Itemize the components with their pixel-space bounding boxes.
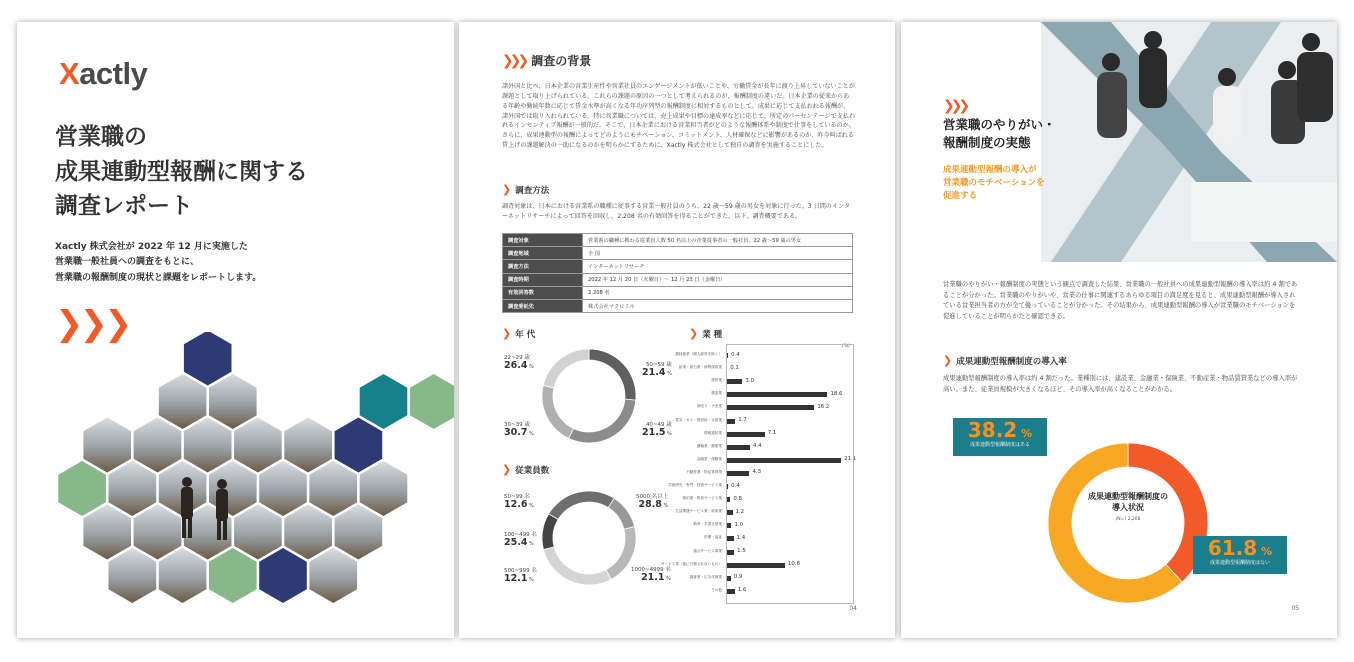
survey-table-value: 全 国	[583, 247, 853, 260]
unit-label: (%)	[842, 344, 850, 349]
photo-hexagon	[309, 548, 357, 603]
industry-value: 10.8	[787, 561, 800, 568]
industry-name: 不動産業・物品賃貸業	[686, 469, 722, 474]
donut-label-value: 30.7	[504, 427, 528, 439]
donut-label-category: 5000 名以上	[636, 494, 669, 500]
chevrons-icon: ❯❯❯	[943, 98, 967, 114]
industry-name: 電気・ガス・熱供給・水道業	[675, 417, 722, 422]
callout-value: 38.2	[967, 418, 1018, 442]
industry-value: 1.6	[737, 587, 747, 594]
donut-label-value: 21.1	[641, 572, 665, 584]
donut-slice	[542, 385, 573, 438]
industry-name: その他	[711, 587, 722, 592]
industry-name: 農林漁業（個人経営を除く）	[675, 352, 722, 356]
survey-table-value: 営業系の職種に携わる従業員人数 50 名以上の企業従事者の一般社員、22 歳～59 歳の男女	[583, 234, 853, 247]
subheading-text: 年 代	[515, 330, 536, 340]
industry-value: 18.6	[830, 390, 843, 397]
donut-label-value: 21.5	[642, 427, 666, 439]
industry-value: 1.5	[737, 548, 746, 554]
survey-table-key: 調査対象	[503, 234, 583, 247]
industry-value: 1.7	[738, 417, 747, 423]
chevron-icon: ❯❯❯	[502, 53, 526, 69]
photo-hexagon	[159, 548, 207, 603]
subheading	[502, 183, 549, 196]
donut-label: 40~49 歳 21.5 %	[642, 422, 672, 439]
donut-label: 1000~4999 名 21.1 %	[631, 567, 671, 584]
chevrons-icon: ❯❯❯	[55, 304, 129, 344]
lead-line: 営業職のモチベーションを	[943, 177, 1045, 188]
photo-hexagon	[234, 505, 282, 560]
donut-center-title	[1065, 492, 1191, 523]
donut-label-category: 40~49 歳	[645, 422, 672, 428]
donut-label: 30~39 歳 30.7 %	[504, 422, 534, 439]
industry-value: 1.2	[735, 508, 745, 515]
donut-label-value: 26.4	[504, 360, 528, 372]
photo-hexagon	[309, 461, 357, 516]
photo-hexagon	[109, 548, 157, 603]
lead-line: 成果連動型報酬の導入が	[943, 165, 1037, 175]
chevron-icon: ❯	[689, 327, 699, 340]
industry-name: 調査業・広告代理業	[689, 574, 722, 579]
lead-text	[943, 164, 1045, 202]
callout-label: 成果連動型報酬制度はある	[969, 442, 1030, 448]
donut-slice	[543, 547, 611, 585]
chevron-icon: ❯	[502, 463, 512, 476]
industry-name: 宿泊業・飲食サービス業	[682, 496, 722, 501]
photo-hexagon	[335, 505, 383, 560]
industry-value: 4.4	[753, 443, 762, 450]
title-line: 営業職のやりがい・	[943, 117, 1056, 132]
page-title	[943, 116, 1056, 152]
donut-slice	[543, 349, 589, 388]
color-hexagon	[360, 374, 408, 429]
industry-frame	[726, 344, 857, 604]
subheading-text: 調査方法	[515, 186, 550, 196]
donut-slice	[589, 349, 636, 400]
color-hexagon	[58, 461, 106, 516]
subheading	[689, 327, 722, 340]
industry-value: 0.9	[733, 574, 743, 581]
color-hexagon	[335, 418, 383, 473]
section-heading	[502, 52, 591, 69]
subheading	[502, 463, 549, 476]
photo-hexagon	[134, 505, 182, 560]
color-hexagon	[209, 548, 257, 603]
cover-page	[17, 22, 454, 638]
donut-label-category: 30~39 歳	[504, 422, 530, 428]
chevron-icon: ❯	[943, 354, 953, 367]
industry-name: 運輸業・郵便業	[696, 443, 722, 448]
donut-label-category: 100~499 名	[504, 532, 537, 538]
survey-background-page	[459, 22, 895, 638]
cover-title-line: 成果連動型報酬に関する	[55, 158, 308, 185]
center-title-line: 成果連動型報酬制度の	[1088, 492, 1168, 501]
industry-value: 3.0	[745, 377, 754, 384]
callout-yes	[953, 418, 1047, 456]
subheading	[943, 354, 1067, 367]
callout-value: 61.8	[1207, 536, 1258, 560]
industry-name: 医療・福祉	[704, 535, 722, 540]
survey-table-row	[503, 234, 853, 247]
industry-name: 学術研究・専門・技術サービス業	[668, 483, 722, 487]
photo-hexagon	[109, 461, 157, 516]
industry-value: 4.3	[752, 469, 762, 476]
cover-intro-line: 営業職の報酬制度の現状と課題をレポートします。	[55, 272, 262, 283]
chevron-icon: ❯	[502, 183, 512, 196]
industry-name: 複合サービス事業	[693, 548, 722, 553]
cover-intro	[55, 240, 261, 286]
donut-label: 50~59 歳 21.4 %	[642, 362, 672, 379]
survey-table-key: 有効回答数	[503, 286, 583, 299]
photo-hexagon	[234, 418, 282, 473]
donut-label: 50~99 名 12.6 %	[504, 494, 534, 511]
subheading-text: 成果連動型報酬制度の導入率	[956, 357, 1067, 367]
donut-slice	[549, 491, 614, 519]
survey-table-key: 調査地域	[503, 247, 583, 260]
cover-title-line: 調査レポート	[55, 193, 193, 219]
photo-hexagon	[360, 461, 408, 516]
industry-value: 1.4	[736, 534, 746, 541]
photo-hexagon	[159, 374, 207, 429]
page-number: 04	[849, 605, 857, 612]
donut-label-category: 22~29 歳	[504, 355, 530, 361]
industry-name: 建設業	[711, 378, 722, 383]
industry-value: 1.0	[734, 521, 744, 528]
heading-text: 調査の背景	[531, 54, 592, 68]
center-title-line: 導入状況	[1112, 502, 1144, 512]
logo-rest: actly	[79, 56, 148, 91]
donut-label-value: 12.6	[504, 499, 528, 511]
chevron-icon: ❯	[502, 327, 512, 340]
donut-label-category: 500~999 名	[504, 568, 537, 574]
color-hexagon	[259, 548, 307, 603]
sales-reward-page	[901, 22, 1337, 638]
age-donut-chart	[539, 346, 639, 446]
donut-label-value: 12.1	[504, 573, 528, 585]
callout-label: 成果連動型報酬制度はない	[1209, 560, 1270, 566]
industry-name: 生活関連サービス業・娯楽業	[675, 509, 722, 514]
donut-label-value: 28.8	[638, 499, 662, 511]
industry-value: 7.1	[767, 430, 777, 437]
size-donut-chart	[539, 488, 639, 588]
title-line: 報酬制度の実態	[943, 135, 1031, 151]
donut-slice	[569, 399, 636, 443]
industry-name: 卸売り・小売業	[696, 404, 722, 409]
donut-label: 500~999 名 12.1 %	[504, 568, 537, 585]
survey-table-row	[503, 260, 853, 273]
rate-paragraph: 成果連動型報酬制度の導入率は約 4 割だった。業種別には、建設業、金融業・保険業、不動産業・物品賃貸業などの導入率が高い。また、従業員規模が大きくなるほど、その導入率が高くなることがわかる。	[943, 375, 1298, 393]
photo-hexagon	[259, 461, 307, 516]
photo-hexagon	[284, 505, 332, 560]
donut-label-category: 50~59 歳	[645, 362, 672, 368]
survey-table-value: 株式会社マクロミル	[583, 299, 853, 312]
photo-hexagon	[284, 418, 332, 473]
adoption-donut-chart	[1045, 440, 1211, 606]
cover-intro-line: Xactly 株式会社が 2022 年 12 月に実施した	[55, 242, 248, 252]
industry-value: 0.4	[731, 482, 740, 489]
industry-bar-chart	[660, 350, 857, 612]
industry-value: 0.1	[730, 364, 739, 371]
cover-title	[55, 120, 308, 224]
photo-hexagon	[134, 418, 182, 473]
subheading	[502, 327, 535, 340]
percent-sign: %	[1021, 427, 1033, 440]
donut-label-category: 50~99 名	[504, 494, 530, 500]
industry-name: 情報通信業	[704, 430, 722, 435]
survey-table-key: 調査時期	[503, 273, 583, 286]
percent-sign: %	[1261, 545, 1273, 558]
survey-overview-table	[502, 233, 853, 313]
xactly-logo: Xactly	[59, 56, 148, 91]
cover-title-line: 営業職の	[55, 124, 147, 150]
color-hexagon	[410, 374, 454, 429]
color-hexagon	[184, 332, 232, 386]
industry-value: 0.8	[733, 495, 742, 502]
donut-label: 100~499 名 25.4 %	[504, 532, 537, 549]
method-paragraph: 調査対象は、日本における営業系の職種に従事する営業一般社員のうち、22 歳～59 歳の男女を対象に行った。3 日間のインターネットリサーチによって回答を回収し、2,208 名の有効回答を得ることができた。以下、調査概要である。	[502, 203, 850, 220]
cover-intro-line: 営業職一般社員への調査をもとに、	[55, 257, 200, 268]
survey-table-key: 調査委託先	[503, 299, 583, 312]
industry-name: 金融業・保険業	[696, 456, 722, 461]
industry-value: 21.1	[844, 456, 857, 463]
office-team-photo	[1041, 22, 1337, 262]
body-paragraph: 営業職のやりがい・報酬制度の実態という観点で調査した結果、営業職の一般社員への成果連動型報酬の導入率は約 4 割であることが分かった。営業職のやりがいや、営業の仕事に関連するあらゆる項目の満足度を見ると、成果連動型報酬が導入されている営業担当者の方が全て優っていることが分かった。その結果から、成果連動型報酬の導入が営業職のモチベーションを促進していることが明らかだと確認できる。	[943, 281, 1298, 321]
photo-hexagon	[184, 418, 232, 473]
survey-table-row	[503, 286, 853, 299]
subheading-text: 業 種	[702, 330, 723, 340]
page-number: 05	[1291, 605, 1299, 612]
photo-hexagon	[209, 374, 257, 429]
survey-table-key: 調査方法	[503, 260, 583, 273]
survey-table-value: インターネットリサーチ	[583, 260, 853, 273]
photo-hexagon	[83, 418, 131, 473]
subheading-text: 従業員数	[515, 466, 550, 476]
donut-label: 22~29 歳 26.4 %	[504, 355, 534, 372]
industry-name: 鉱業・採石業・砂利採取業	[678, 365, 722, 370]
donut-slice	[542, 514, 558, 550]
survey-table-row	[503, 299, 853, 312]
donut-label-value: 21.4	[642, 367, 666, 379]
donut-label: 5000 名以上 28.8 %	[636, 494, 669, 511]
donut-label-category: 1000~4999 名	[631, 567, 671, 573]
industry-value: 0.4	[731, 351, 740, 358]
survey-table-value: 2022 年 12 月 20 日（火曜日）～ 12 月 23 日（金曜日）	[583, 273, 853, 286]
industry-name: サービス業（他に分類されないもの）	[660, 561, 722, 566]
industry-name: 教育・学習支援業	[693, 522, 722, 527]
background-paragraph: 諸外国と比べ、日本企業の営業生産性や営業社員のエンゲージメントが低いことや、労働賃金が長年に渡り上昇していないことが課題として取り上げられている。これらの課題の原因の一つとして考えられるのが、報酬制度の違いだ。日本企業の従来からある年齢や勤続年数に応じて賃金水準が高くなる年功序列型の報酬制度に相対するものとして、成果に応じて支払われる報酬が、諸外国では取り入れられている。特に営業職については、売上成果や目標の達成率などに応じて、所定のパーセンテージで支払われるインセンティブ報酬が一般的だ。そこで、日本企業における営業担当者がどのような報酬体系や制度で仕事をしているのか、さらに、成果連動型の報酬によってどのようにモチベーション、コミットメント、人材確保などに影響があるのか、昨今叫ばれる賃上げの課題解決の一助になるのかを明らかにするために、Xactly 株式会社として独自の調査を実施することにした。	[502, 83, 855, 150]
lead-line: 促進する	[943, 190, 978, 201]
donut-label-value: 25.4	[504, 537, 528, 549]
sample-size: (N=) 2,208	[1115, 516, 1141, 522]
industry-value: 16.2	[817, 403, 830, 410]
hexagon-photo-collage	[17, 332, 454, 638]
survey-table-value: 2,208 名	[583, 286, 853, 299]
photo-hexagon	[83, 505, 131, 560]
donut-slice	[608, 498, 634, 529]
callout-no	[1193, 536, 1287, 574]
industry-name: 製造業	[711, 391, 722, 396]
survey-table-row	[503, 273, 853, 286]
survey-table-row	[503, 247, 853, 260]
